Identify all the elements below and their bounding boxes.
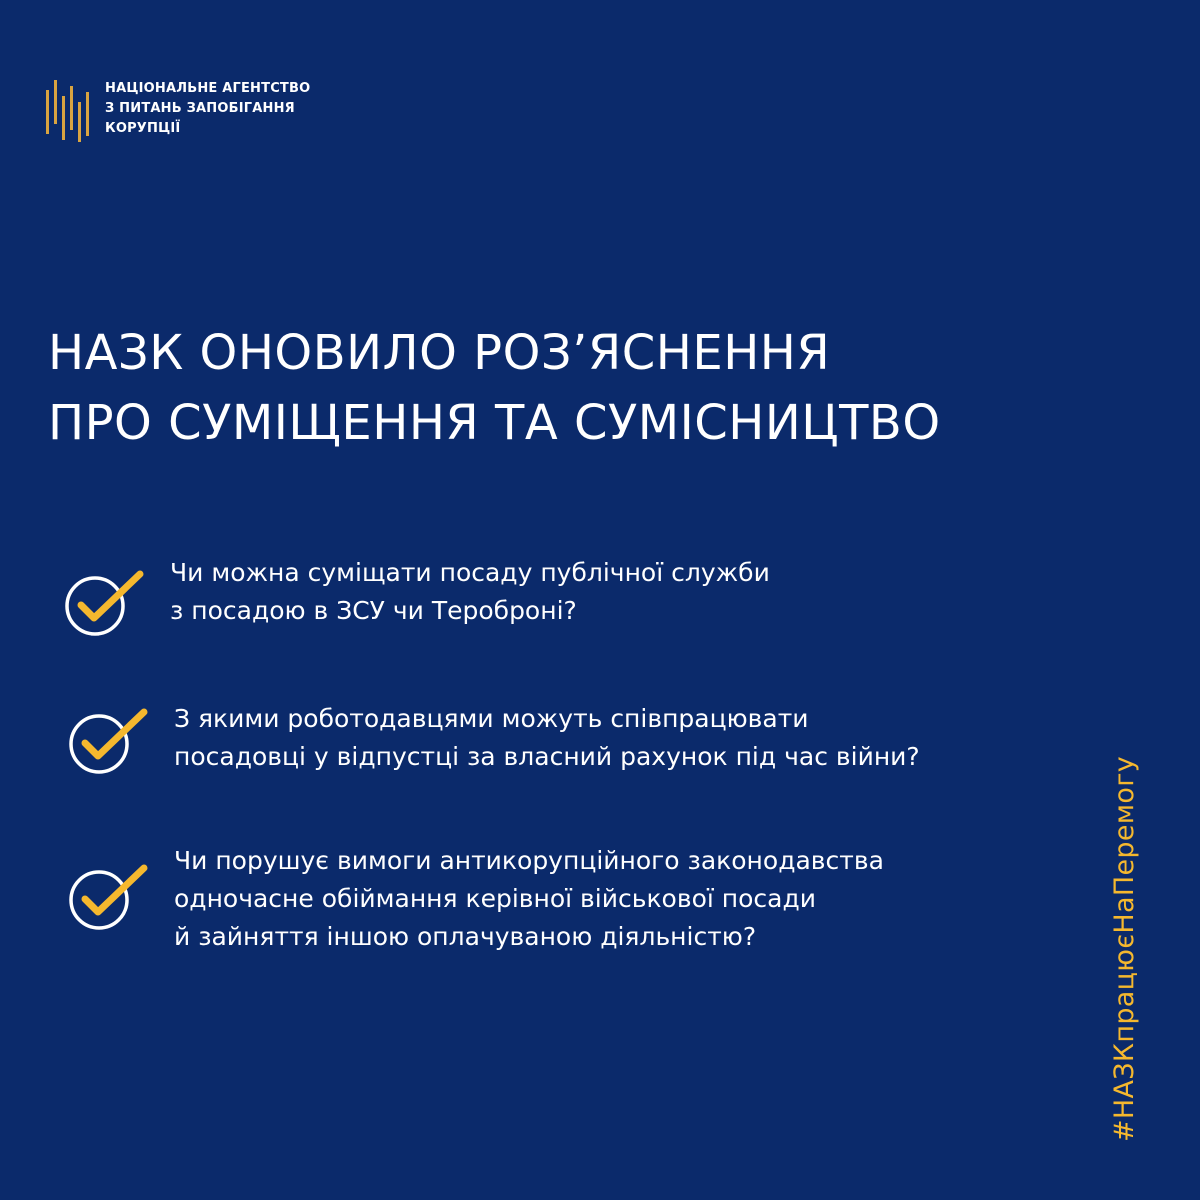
question-item — [0, 692, 1080, 812]
headline-line: НАЗК ОНОВИЛО РОЗ’ЯСНЕННЯ — [48, 325, 831, 381]
question-text — [174, 700, 920, 776]
question-line: посадовці у відпустці за власний рахунок під час війни? — [174, 742, 920, 771]
question-line: з посадою в ЗСУ чи Тероброні? — [170, 596, 577, 625]
question-line: З якими роботодавцями можуть співпрацювати — [174, 704, 809, 733]
hashtag: #НАЗКпрацюєНаПеремогу — [1109, 755, 1140, 1142]
question-text — [170, 554, 770, 630]
check-circle-icon — [62, 566, 152, 646]
question-item — [0, 548, 1080, 668]
headline-line: ПРО СУМІЩЕННЯ ТА СУМІСНИЦТВО — [48, 395, 941, 451]
question-line: одночасне обіймання керівної військової посади — [174, 884, 817, 913]
brand-name-line: З ПИТАНЬ ЗАПОБІГАННЯ — [105, 101, 295, 116]
question-line: й зайняття іншою оплачуваною діяльністю? — [174, 922, 757, 951]
check-circle-icon — [66, 704, 156, 784]
question-line: Чи можна суміщати посаду публічної служби — [170, 558, 770, 587]
question-text — [174, 842, 884, 956]
question-item — [0, 842, 1080, 962]
check-circle-icon — [66, 860, 156, 940]
brand-logo — [44, 70, 344, 154]
brand-name — [105, 79, 310, 139]
question-line: Чи порушує вимоги антикорупційного законодавства — [174, 846, 884, 875]
nazk-logo-icon — [44, 76, 90, 154]
brand-name-line: НАЦІОНАЛЬНЕ АГЕНТСТВО — [105, 81, 311, 96]
brand-name-line: КОРУПЦІЇ — [105, 121, 181, 136]
headline — [48, 318, 941, 458]
